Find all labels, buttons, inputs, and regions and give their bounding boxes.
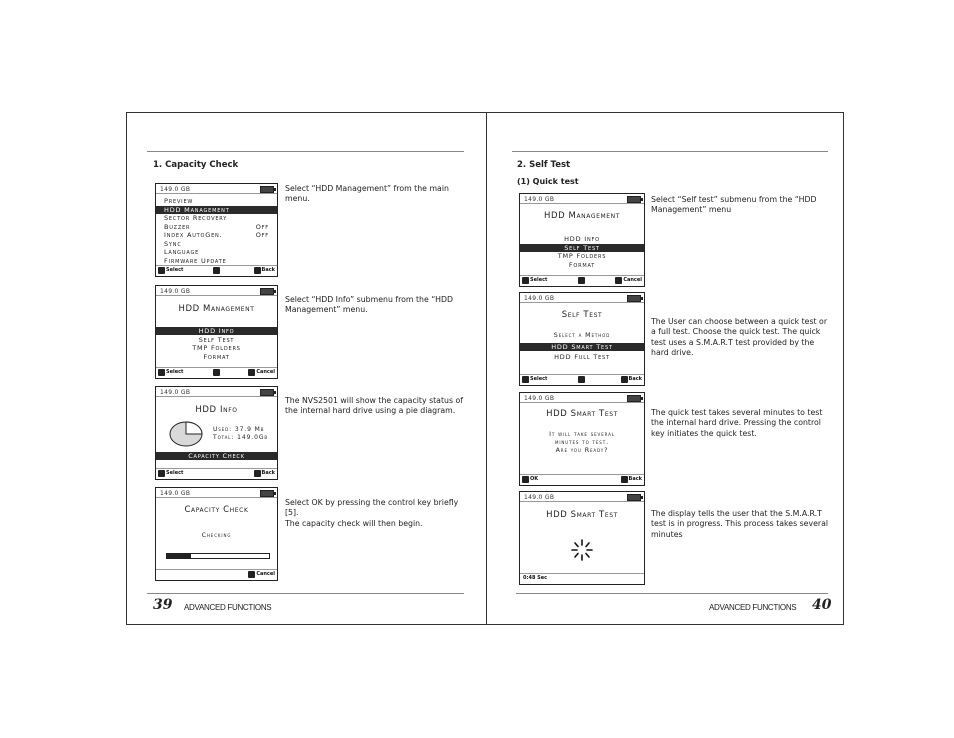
spinner-icon [571, 539, 593, 561]
step-r4-description: The display tells the user that the S.M.A.R.T test is in progress. This process takes several minutes [651, 509, 829, 539]
screen-title: HDD Management [178, 304, 255, 314]
menu-item-hdd-info[interactable]: HDD Info [564, 235, 600, 243]
elapsed-time: 0:48 Sec [523, 575, 548, 581]
nav-key-icon [578, 376, 585, 383]
select-softkey[interactable]: Select [158, 266, 183, 274]
menu-item-format[interactable]: Format [568, 260, 596, 269]
section-rule [147, 151, 464, 152]
key-icon [522, 376, 529, 383]
back-softkey[interactable]: Back [254, 266, 275, 274]
progress-bar [166, 553, 270, 559]
battery-icon [260, 490, 274, 497]
step-r3-description: The quick test takes several minutes to test the internal hard drive. Pressing the control key initiates the quick test. [651, 408, 823, 438]
device-screen-self-test: 149.0 GB Self Test Select a Method HDD Smart Test HDD Full Test Select Back [519, 292, 645, 386]
back-softkey[interactable]: Back [621, 475, 642, 483]
section-rule [512, 151, 828, 152]
back-softkey[interactable]: Back [621, 375, 642, 383]
pie-chart [168, 420, 204, 448]
key-icon [522, 277, 529, 284]
battery-icon [627, 295, 641, 302]
footer-rule [516, 593, 828, 594]
capacity-label: 149.0 GB [160, 186, 191, 193]
step-r2-description: The User can choose between a quick test or a full test. Choose the quick test. The quick test uses a S.M.A.R.T test provided by the hard drive. [651, 317, 828, 357]
method-prompt: Select a Method [553, 332, 611, 339]
capacity-check-item[interactable]: Capacity Check [156, 452, 277, 460]
screen-title: HDD Management [543, 211, 621, 221]
page-divider [486, 112, 487, 625]
screen-title: HDD Info [195, 405, 238, 415]
menu-item-format[interactable]: Format [203, 352, 230, 361]
nav-key-icon [213, 267, 220, 274]
device-screen-capacity-check: 149.0 GB Capacity Check Checking Cancel [155, 487, 278, 581]
battery-icon [627, 494, 641, 501]
key-icon [158, 470, 165, 477]
cancel-softkey[interactable]: Cancel [615, 276, 642, 284]
step-3-description: The NVS2501 will show the capacity status of the internal hard drive using a pie diagram. [285, 396, 464, 416]
menu-item-sector-recovery[interactable]: Sector Recovery [164, 214, 228, 222]
page-number: 40 [812, 597, 832, 613]
menu-item-buzzer[interactable]: Buzzer Off [164, 222, 269, 231]
confirm-line-2: minutes to test. [554, 439, 609, 446]
device-screen-hdd-management: 149.0 GB HDD Management HDD Info Self Test TMP Folders Format Select Cancel [519, 193, 645, 287]
screen-title: HDD Smart Test [546, 409, 618, 419]
key-icon [248, 571, 255, 578]
menu-item-hdd-info[interactable]: HDD Info [156, 327, 277, 335]
footer-rule [147, 593, 464, 594]
buzzer-value: Off [255, 222, 269, 231]
battery-icon [627, 395, 641, 402]
confirm-line-3: Are you Ready? [555, 447, 609, 454]
battery-icon [260, 389, 274, 396]
menu-item-tmp-folders[interactable]: TMP Folders [557, 252, 607, 260]
step-r1-description: Select “Self test” submenu from the “HDD Management” menu [651, 195, 817, 215]
battery-icon [260, 288, 274, 295]
cancel-softkey[interactable]: Cancel [248, 368, 275, 376]
step-4-description: Select OK by pressing the control key briefly [5]. The capacity check will then begin. [285, 498, 459, 528]
menu-item-sync[interactable]: Sync [164, 239, 182, 248]
screen-title: Self Test [561, 310, 603, 320]
select-softkey[interactable]: Select [158, 469, 183, 477]
key-icon [248, 369, 255, 376]
pie-used [186, 422, 202, 434]
key-icon [254, 470, 261, 477]
menu-item-index-autogen[interactable]: Index AutoGen. Off [164, 231, 269, 239]
menu-item-hdd-smart-test[interactable]: HDD Smart Test [520, 343, 644, 351]
section-title: 1. Capacity Check [153, 160, 239, 170]
nav-key-icon [213, 369, 220, 376]
key-icon [615, 277, 622, 284]
device-screen-smart-test-confirm: 149.0 GB HDD Smart Test It will take several minutes to test. Are you Ready? OK Back [519, 392, 645, 486]
menu-item-preview[interactable]: Preview [164, 197, 194, 205]
footer-label: ADVANCED FUNCTIONS [184, 603, 272, 612]
status-text: Checking [201, 532, 232, 539]
menu-item-hdd-full-test[interactable]: HDD Full Test [554, 353, 610, 361]
menu-item-self-test[interactable]: Self Test [520, 244, 644, 252]
footer-label: ADVANCED FUNCTIONS [709, 603, 797, 612]
key-icon [621, 376, 628, 383]
total-label: Total: 149.0Gb [213, 434, 269, 441]
screen-title: HDD Smart Test [546, 510, 618, 520]
subsection-title: (1) Quick test [517, 177, 579, 186]
menu-item-firmware-update[interactable]: Firmware Update [164, 256, 227, 265]
key-icon [158, 267, 165, 274]
section-title: 2. Self Test [517, 160, 571, 170]
confirm-line-1: It will take several [549, 431, 615, 438]
device-screen-hdd-management: 149.0 GB HDD Management HDD Info Self Test TMP Folders Format Select Cancel [155, 285, 278, 379]
battery-icon [627, 196, 641, 203]
page-number: 39 [153, 597, 173, 613]
screen-title: Capacity Check [184, 505, 249, 515]
device-screen-smart-test-progress: 149.0 GB HDD Smart Test 0:48 Sec [519, 491, 645, 585]
menu-item-tmp-folders[interactable]: TMP Folders [192, 344, 241, 352]
key-icon [158, 369, 165, 376]
menu-item-language[interactable]: Language [164, 248, 200, 256]
menu-item-self-test[interactable]: Self Test [198, 335, 235, 344]
key-icon [522, 476, 529, 483]
step-2-description: Select “HDD Info” submenu from the “HDD Management” menu. [285, 295, 453, 315]
used-label: Used: 37.9 Mb [213, 426, 265, 433]
step-1-description: Select “HDD Management” from the main menu. [285, 184, 449, 204]
back-softkey[interactable]: Back [254, 469, 275, 477]
key-icon [621, 476, 628, 483]
device-screen-hdd-info: 149.0 GB HDD Info Used: 37.9 Mb Total: 149.0Gb Capacity Check Select Back [155, 386, 278, 480]
select-softkey[interactable]: Select [522, 276, 547, 284]
nav-key-icon [578, 277, 585, 284]
ok-softkey[interactable]: OK [522, 475, 538, 483]
index-value: Off [255, 231, 269, 239]
select-softkey[interactable]: Select [158, 368, 183, 376]
progress-fill [167, 554, 191, 558]
key-icon [254, 267, 261, 274]
select-softkey[interactable]: Select [522, 375, 547, 383]
device-screen-main-menu [155, 183, 278, 277]
menu-item-hdd-management[interactable]: HDD Management [156, 206, 277, 214]
cancel-softkey[interactable]: Cancel [248, 570, 275, 578]
battery-icon [260, 186, 274, 193]
